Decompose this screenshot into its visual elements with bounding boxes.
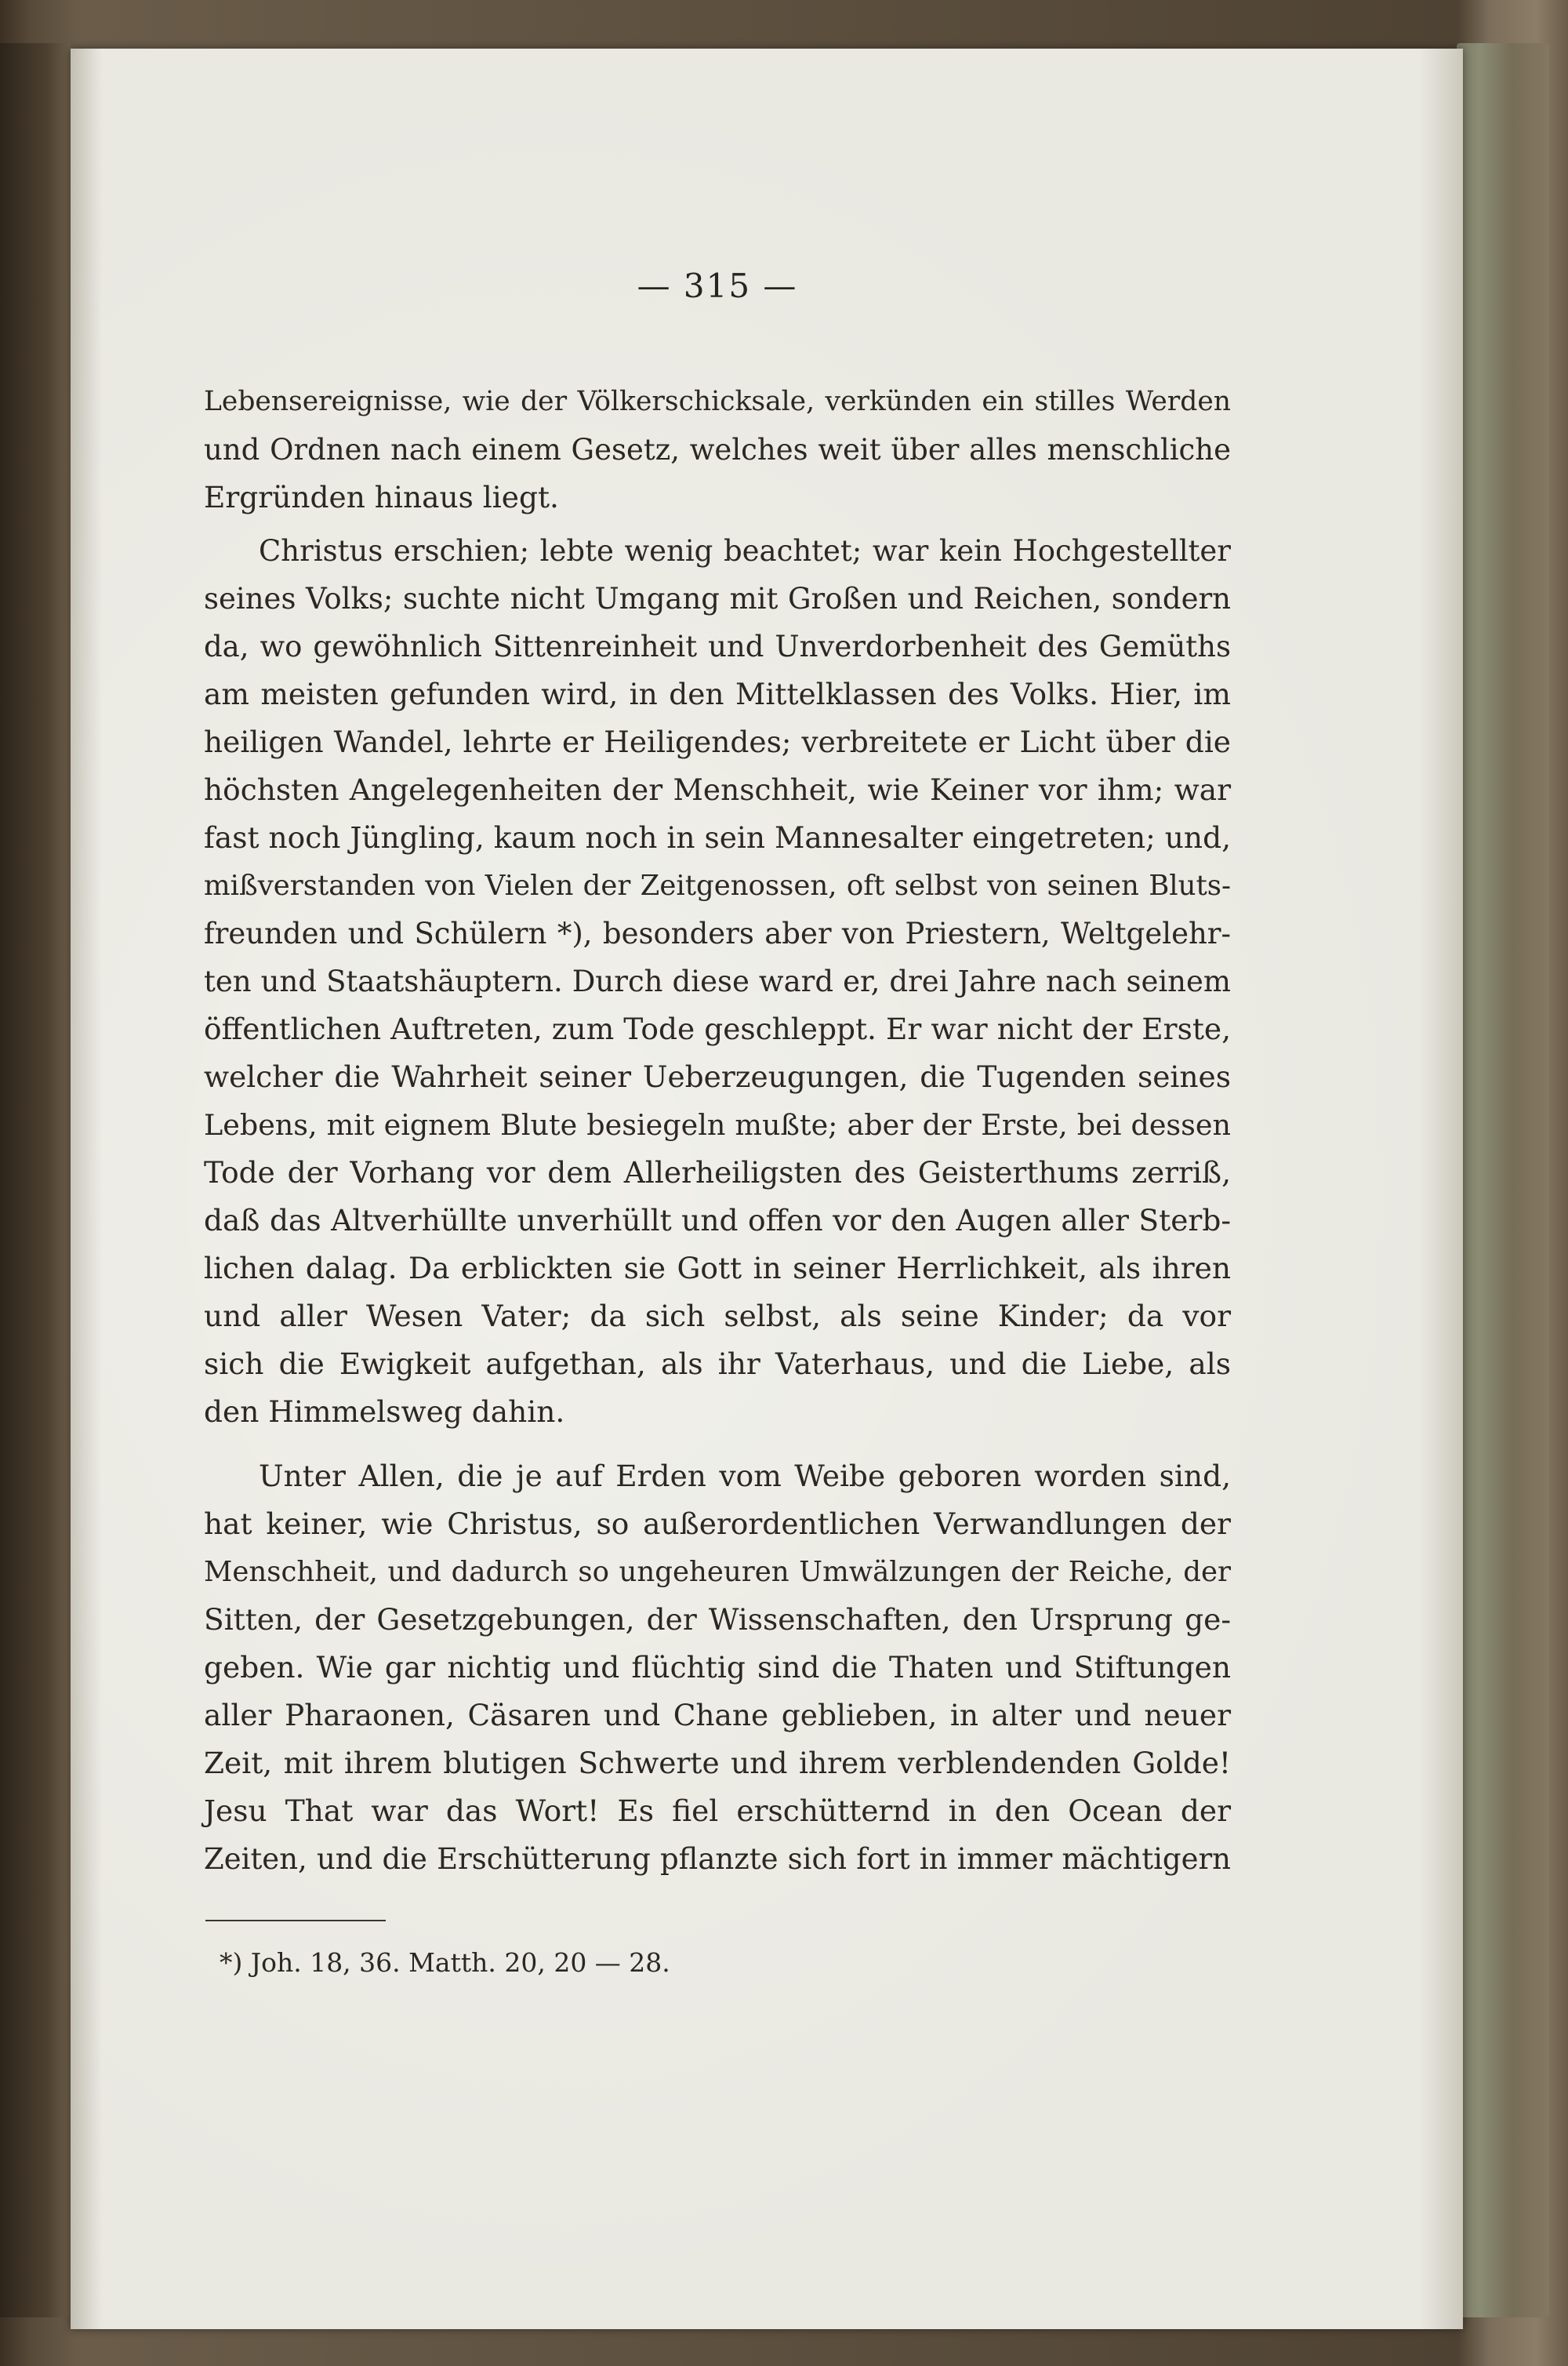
book-cover-left bbox=[0, 43, 71, 2317]
text-line: daß das Altverhüllte unverhüllt und offen vor den Augen aller Sterb- bbox=[204, 1203, 1231, 1238]
text-line: höchsten Angelegenheiten der Menschheit, wie Keiner vor ihm; war bbox=[204, 772, 1231, 807]
text-line: hat keiner, wie Christus, so außerordentlichen Verwandlungen der bbox=[204, 1506, 1231, 1541]
footnote-rule bbox=[205, 1920, 386, 1921]
text-line: fast noch Jüngling, kaum noch in sein Mannesalter eingetreten; und, bbox=[204, 820, 1231, 855]
text-line: geben. Wie gar nichtig und flüchtig sind die Thaten und Stiftungen bbox=[204, 1650, 1231, 1685]
text-line: seines Volks; suchte nicht Umgang mit Großen und Reichen, sondern bbox=[204, 582, 1231, 616]
text-line: Sitten, der Gesetzgebungen, der Wissenschaften, den Ursprung ge- bbox=[204, 1602, 1231, 1637]
page-number: — 315 — bbox=[637, 267, 798, 305]
footnote: *) Joh. 18, 36. Matth. 20, 20 — 28. bbox=[220, 1947, 670, 1978]
text-line: aller Pharaonen, Cäsaren und Chane geblieben, in alter und neuer bbox=[204, 1698, 1231, 1732]
text-line: da, wo gewöhnlich Sittenreinheit und Unverdorbenheit des Gemüths bbox=[204, 630, 1231, 663]
text-line: Lebens, mit eignem Blute besiegeln mußte; aber der Erste, bei dessen bbox=[204, 1108, 1231, 1142]
text-line: und Ordnen nach einem Gesetz, welches weit über alles menschliche bbox=[204, 433, 1231, 467]
text-line: freunden und Schülern *), besonders aber von Priestern, Weltgelehr- bbox=[204, 917, 1231, 950]
text-line: am meisten gefunden wird, in den Mittelklassen des Volks. Hier, im bbox=[204, 677, 1231, 711]
text-line: Tode der Vorhang vor dem Allerheiligsten des Geisterthums zerriß, bbox=[204, 1155, 1231, 1190]
text-line: Zeit, mit ihrem blutigen Schwerte und ihrem verblendenden Golde! bbox=[204, 1746, 1231, 1780]
text-line: und aller Wesen Vater; da sich selbst, als seine Kinder; da vor bbox=[204, 1299, 1231, 1333]
paragraph-2 bbox=[204, 527, 1231, 1436]
text-line: Menschheit, und dadurch so ungeheuren Umwälzungen der Reiche, der bbox=[204, 1556, 1231, 1588]
paragraph-3 bbox=[204, 1452, 1231, 1883]
text-line: ten und Staatshäuptern. Durch diese ward er, drei Jahre nach seinem bbox=[204, 965, 1231, 998]
paragraph-1 bbox=[204, 378, 1231, 522]
text-line: Christus erschien; lebte wenig beachtet; war kein Hochgestellter bbox=[259, 534, 1231, 568]
book-cover-right bbox=[1457, 43, 1549, 2317]
text-line: den Himmelsweg dahin. bbox=[204, 1394, 565, 1429]
text-line: welcher die Wahrheit seiner Ueberzeugungen, die Tugenden seines bbox=[204, 1059, 1231, 1094]
text-line: mißverstanden von Vielen der Zeitgenossen, oft selbst von seinen Bluts- bbox=[204, 870, 1231, 902]
text-line: Ergründen hinaus liegt. bbox=[204, 480, 559, 514]
text-line: Jesu That war das Wort! Es fiel erschütternd in den Ocean der bbox=[204, 1794, 1231, 1828]
book-page bbox=[71, 49, 1463, 2329]
text-line: Lebensereignisse, wie der Völkerschicksale, verkünden ein stilles Werden bbox=[204, 386, 1231, 417]
text-line: Unter Allen, die je auf Erden vom Weibe geboren worden sind, bbox=[259, 1459, 1231, 1493]
text-line: sich die Ewigkeit aufgethan, als ihr Vaterhaus, und die Liebe, als bbox=[204, 1347, 1231, 1381]
text-line: Zeiten, und die Erschütterung pflanzte sich fort in immer mächtigern bbox=[204, 1842, 1231, 1876]
text-line: öffentlichen Auftreten, zum Tode geschleppt. Er war nicht der Erste, bbox=[204, 1012, 1231, 1046]
text-line: lichen dalag. Da erblickten sie Gott in seiner Herrlichkeit, als ihren bbox=[204, 1251, 1231, 1285]
text-line: heiligen Wandel, lehrte er Heiligendes; verbreitete er Licht über die bbox=[204, 725, 1231, 759]
